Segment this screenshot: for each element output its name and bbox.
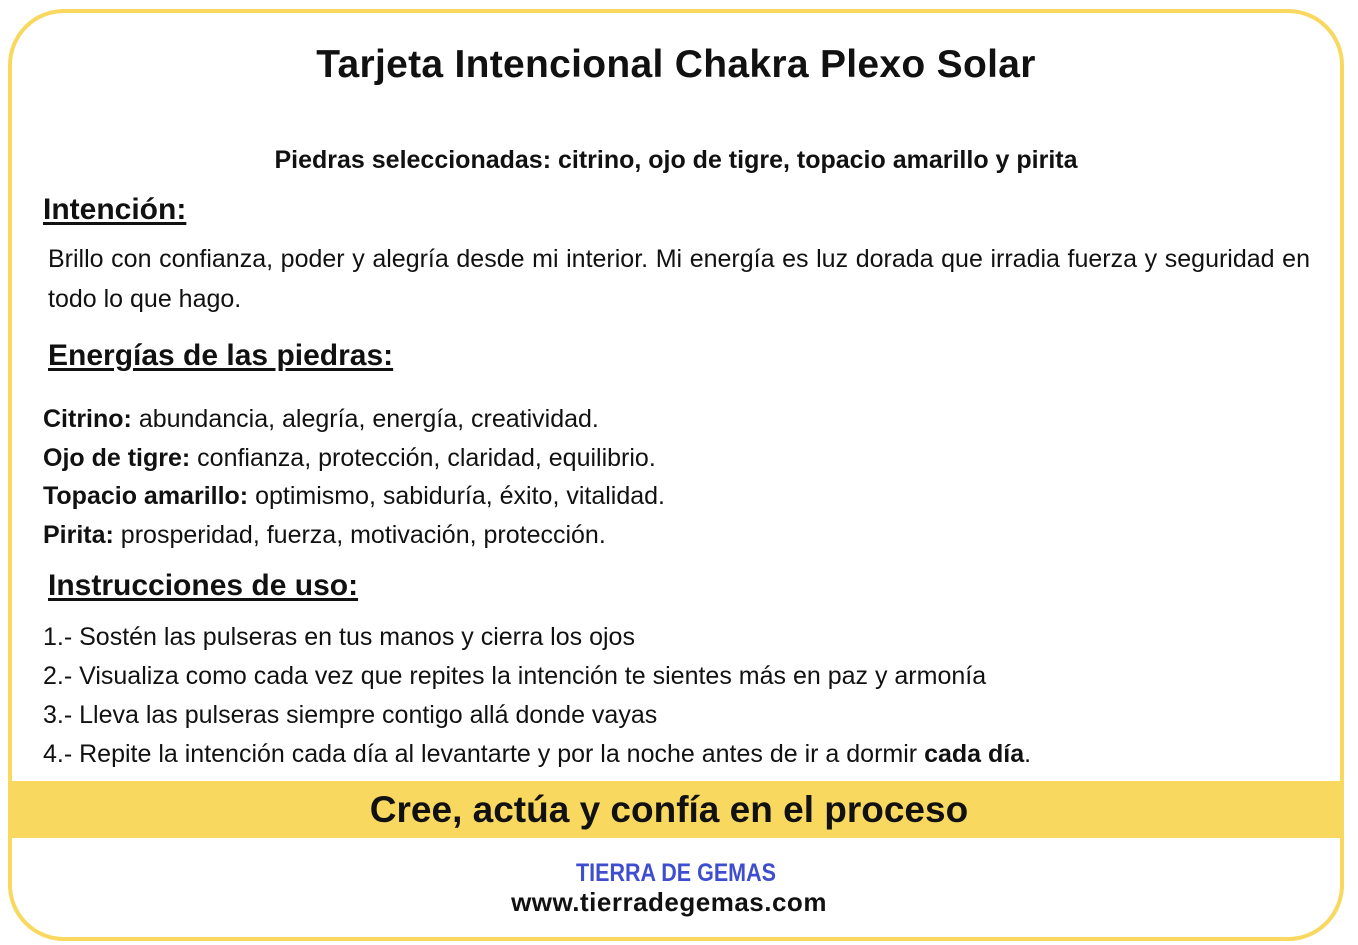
intention-heading: Intención: [43, 193, 187, 226]
brand-logo: TIERRA DE GEMAS [576, 859, 776, 887]
instructions-heading: Instrucciones de uso: [48, 569, 359, 602]
stone-item-pirita [43, 516, 665, 555]
intention-text: Brillo con confianza, poder y alegría desde mi interior. Mi energía es luz dorada que irradia fuerza y seguridad en todo lo que hago. [48, 245, 1310, 313]
website-link[interactable]: www.tierradegemas.com [511, 887, 827, 917]
stone-name: Topacio amarillo: [43, 482, 249, 510]
motto-text: Cree, actúa y confía en el proceso [369, 789, 969, 830]
stone-item-ojo-de-tigre [43, 439, 665, 478]
instruction-step: 1.- Sostén las pulseras en tus manos y cierra los ojos [43, 623, 635, 651]
stone-energies-list [43, 400, 665, 554]
stone-name: Pirita: [43, 520, 114, 549]
stone-item-topacio-amarillo [43, 477, 665, 516]
stone-description: abundancia, alegría, energía, creatividad. [131, 405, 599, 433]
step-text: 4.- Repite la intención cada día al levantarte y por la noche antes de ir a dormir [43, 740, 925, 768]
intention-card [8, 9, 1344, 941]
step-emphasis: cada día [924, 740, 1025, 768]
energies-heading: Energías de las piedras: [48, 339, 394, 372]
instructions-list [43, 618, 1031, 774]
stone-description: confianza, protección, claridad, equilibrio. [190, 443, 656, 472]
stone-name: Citrino: [43, 405, 132, 433]
stone-name: Ojo de tigre: [43, 443, 191, 472]
selected-stones-subtitle: Piedras seleccionadas: citrino, ojo de tigre, topacio amarillo y pirita [274, 146, 1078, 174]
motto-banner [12, 781, 1340, 838]
instruction-step: 2.- Visualiza como cada vez que repites la intención te sientes más en paz y armonía [43, 662, 987, 690]
card-title: Tarjeta Intencional Chakra Plexo Solar [316, 43, 1036, 86]
instruction-step: 3.- Lleva las pulseras siempre contigo allá donde vayas [43, 701, 658, 729]
instruction-step [43, 735, 1031, 774]
step-end: . [1024, 740, 1032, 768]
stone-description: prosperidad, fuerza, motivación, protección. [113, 520, 606, 549]
stone-item-citrino [43, 400, 665, 439]
stone-description: optimismo, sabiduría, éxito, vitalidad. [248, 482, 665, 510]
